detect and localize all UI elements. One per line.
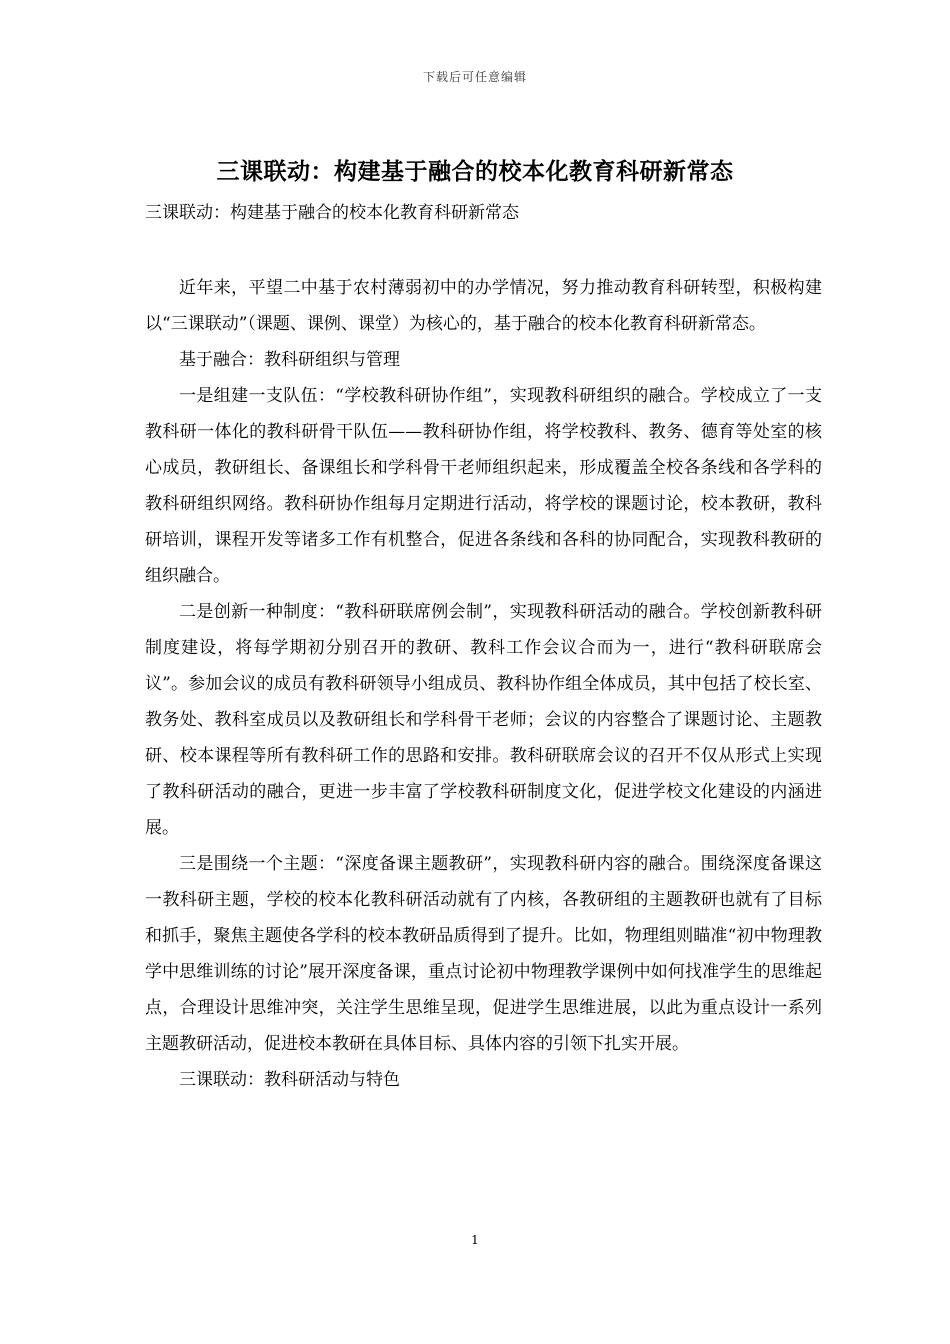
header-note: 下载后可任意编辑 <box>422 70 527 84</box>
paragraph-team: 一是组建一支队伍：“学校教科研协作组”，实现教科研组织的融合。学校成立了一支教科研一体化的教科研骨干队伍——教科研协作组，将学校教科、教务、德育等处室的核心成员，教研组长、备课组长和学科骨干老师组织起来，形成覆盖全校各条线和各学科的教科研组织网络。教科研协作组每月定期进行活动，将学校的课题讨论，校本教研，教科研培训，课程开发等诸多工作有机整合，促进各条线和各科的协同配合，实现教科教研的组织融合。 <box>145 386 822 586</box>
document-title: 三课联动：构建基于融合的校本化教育科研新常态 <box>216 158 734 185</box>
paragraph-intro: 近年来，平望二中基于农村薄弱初中的办学情况，努力推动教育科研转型，积极构建以“三课联动”（课题、课例、课堂）为核心的，基于融合的校本化教育科研新常态。 <box>145 278 822 334</box>
paragraph-theme: 三是围绕一个主题：“深度备课主题教研”，实现教科研内容的融合。围绕深度备课这一教科研主题，学校的校本化教科研活动就有了内核，各教研组的主题教研也就有了目标和抓手，聚焦主题使各学科的校本教研品质得到了提升。比如，物理组则瞄准“初中物理教学中思维训练的讨论”展开深度备课，重点讨论初中物理教学课例中如何找准学生的思维起点，合理设计思维冲突，关注学生思维呈现，促进学生思维进展，以此为重点设计一系列主题教研活动，促进校本教研在具体目标、具体内容的引领下扎实开展。 <box>145 854 822 1054</box>
section-heading-activities: 三课联动：教科研活动与特色 <box>179 1070 400 1090</box>
page-number: 1 <box>471 1233 479 1247</box>
document-subtitle: 三课联动：构建基于融合的校本化教育科研新常态 <box>145 203 519 223</box>
document-body <box>145 270 822 1098</box>
section-heading-integration: 基于融合：教科研组织与管理 <box>179 350 400 370</box>
paragraph-system: 二是创新一种制度：“教科研联席例会制”，实现教科研活动的融合。学校创新教科研制度建设，将每学期初分别召开的教研、教科工作会议合而为一，进行“教科研联席会议”。参加会议的成员有教科研领导小组成员、教科协作组全体成员，其中包括了校长室、教务处、教科室成员以及教研组长和学科骨干老师；会议的内容整合了课题讨论、主题教研、校本课程等所有教科研工作的思路和安排。教科研联席会议的召开不仅从形式上实现了教科研活动的融合，更进一步丰富了学校教科研制度文化，促进学校文化建设的内涵进展。 <box>145 602 822 838</box>
